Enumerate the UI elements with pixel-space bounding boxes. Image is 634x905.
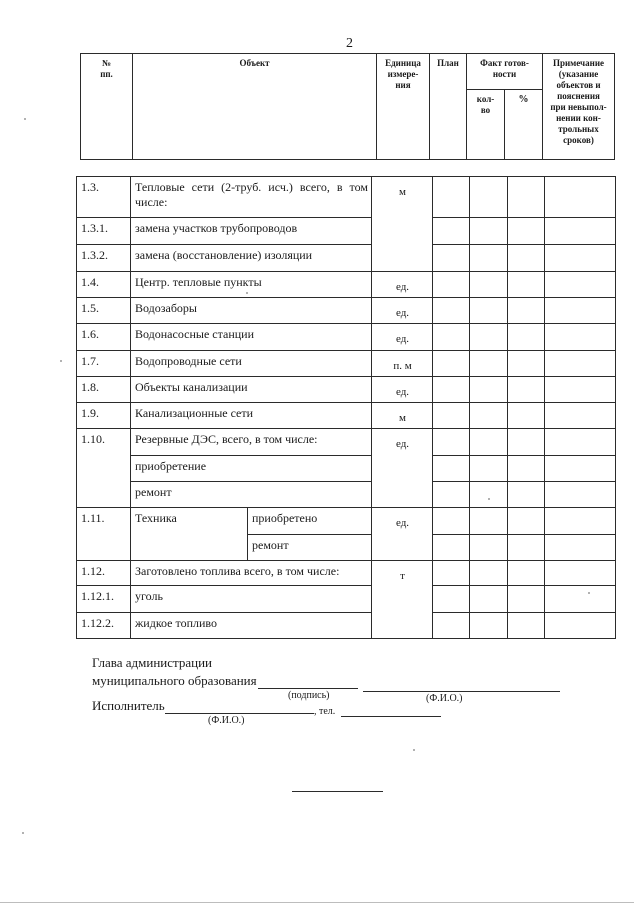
row-num: 1.10. xyxy=(77,429,131,508)
table-row xyxy=(77,298,616,324)
note-cell[interactable] xyxy=(545,351,616,377)
scan-speck xyxy=(24,118,26,120)
plan-cell[interactable] xyxy=(433,177,470,218)
fact-qty-cell[interactable] xyxy=(470,535,508,561)
fact-pct-cell[interactable] xyxy=(508,272,545,298)
fact-qty-cell[interactable] xyxy=(470,245,508,272)
tel-line[interactable] xyxy=(341,716,441,717)
plan-cell[interactable] xyxy=(433,403,470,429)
fact-qty-cell[interactable] xyxy=(470,298,508,324)
row-name: Водопроводные сети xyxy=(131,351,372,377)
note-cell[interactable] xyxy=(545,272,616,298)
note-cell[interactable] xyxy=(545,586,616,613)
row-name: Центр. тепловые пункты xyxy=(131,272,372,298)
note-cell[interactable] xyxy=(545,561,616,586)
row-unit: ед. xyxy=(372,298,433,324)
plan-cell[interactable] xyxy=(433,613,470,639)
row-unit: м xyxy=(372,177,433,272)
head-title-line1: Глава администрации xyxy=(92,655,213,670)
table-row xyxy=(77,177,616,218)
table-row xyxy=(77,272,616,298)
fact-pct-cell[interactable] xyxy=(508,456,545,482)
fact-qty-cell[interactable] xyxy=(470,429,508,456)
row-name: жидкое топливо xyxy=(131,613,372,639)
row-subitem: приобретение xyxy=(131,456,372,482)
row-num: 1.7. xyxy=(77,351,131,377)
plan-cell[interactable] xyxy=(433,298,470,324)
fact-pct-cell[interactable] xyxy=(508,298,545,324)
table-row xyxy=(77,561,616,586)
signature-line[interactable] xyxy=(258,688,358,689)
sheet-edge xyxy=(0,902,634,903)
row-name: Объекты канализации xyxy=(131,377,372,403)
note-cell[interactable] xyxy=(545,298,616,324)
fact-qty-cell[interactable] xyxy=(470,456,508,482)
table-row xyxy=(77,482,616,508)
fact-pct-cell[interactable] xyxy=(508,403,545,429)
header-fact: Факт готов- ности xyxy=(467,54,543,90)
note-cell[interactable] xyxy=(545,377,616,403)
fact-pct-cell[interactable] xyxy=(508,613,545,639)
row-subitem: приобретено xyxy=(248,508,372,535)
row-name: Канализационные сети xyxy=(131,403,372,429)
row-num: 1.5. xyxy=(77,298,131,324)
fact-qty-cell[interactable] xyxy=(470,508,508,535)
fact-pct-cell[interactable] xyxy=(508,177,545,218)
header-object: Объект xyxy=(133,54,377,160)
row-num: 1.12.2. xyxy=(77,613,131,639)
fact-qty-cell[interactable] xyxy=(470,482,508,508)
fact-qty-cell[interactable] xyxy=(470,272,508,298)
tel-label: , тел. xyxy=(314,706,336,717)
fact-qty-cell[interactable] xyxy=(470,586,508,613)
plan-cell[interactable] xyxy=(433,351,470,377)
row-unit: ед. xyxy=(372,272,433,298)
row-num: 1.9. xyxy=(77,403,131,429)
table-row xyxy=(77,456,616,482)
row-name: Тепловые сети (2-труб. исч.) всего, в том числе: xyxy=(131,177,372,218)
object-table xyxy=(76,176,616,639)
row-name: Техника xyxy=(131,508,248,561)
table-row xyxy=(77,508,616,535)
plan-cell[interactable] xyxy=(433,272,470,298)
row-unit: ед. xyxy=(372,429,433,508)
caption-fio: (Ф.И.О.) xyxy=(426,693,463,704)
fact-pct-cell[interactable] xyxy=(508,324,545,351)
row-unit: п. м xyxy=(372,351,433,377)
row-num: 1.12. xyxy=(77,561,131,586)
fact-pct-cell[interactable] xyxy=(508,218,545,245)
row-unit: ед. xyxy=(372,377,433,403)
header-fact-pct: % xyxy=(505,90,543,160)
head-title-line2: муниципального образования xyxy=(92,673,257,688)
note-cell[interactable] xyxy=(545,613,616,639)
row-unit: м xyxy=(372,403,433,429)
note-cell[interactable] xyxy=(545,429,616,456)
plan-cell[interactable] xyxy=(433,429,470,456)
fact-pct-cell[interactable] xyxy=(508,508,545,535)
plan-cell[interactable] xyxy=(433,324,470,351)
fact-pct-cell[interactable] xyxy=(508,535,545,561)
fact-pct-cell[interactable] xyxy=(508,377,545,403)
plan-cell[interactable] xyxy=(433,456,470,482)
fact-qty-cell[interactable] xyxy=(470,177,508,218)
head-fio-line[interactable] xyxy=(363,691,560,692)
plan-cell[interactable] xyxy=(433,218,470,245)
note-cell[interactable] xyxy=(545,324,616,351)
note-cell[interactable] xyxy=(545,245,616,272)
plan-cell[interactable] xyxy=(433,508,470,535)
note-cell[interactable] xyxy=(545,508,616,535)
plan-cell[interactable] xyxy=(433,561,470,586)
plan-cell[interactable] xyxy=(433,586,470,613)
fact-qty-cell[interactable] xyxy=(470,218,508,245)
fact-qty-cell[interactable] xyxy=(470,324,508,351)
header-unit: Единица измере- ния xyxy=(377,54,430,160)
note-cell[interactable] xyxy=(545,535,616,561)
fact-qty-cell[interactable] xyxy=(470,561,508,586)
row-name: Резервные ДЭС, всего, в том числе: xyxy=(131,429,372,456)
page-number: 2 xyxy=(346,36,353,51)
table-row xyxy=(77,351,616,377)
fact-pct-cell[interactable] xyxy=(508,561,545,586)
executor-label: Исполнитель xyxy=(92,698,165,713)
note-cell[interactable] xyxy=(545,403,616,429)
note-cell[interactable] xyxy=(545,482,616,508)
plan-cell[interactable] xyxy=(433,245,470,272)
row-num: 1.8. xyxy=(77,377,131,403)
fact-qty-cell[interactable] xyxy=(470,377,508,403)
row-num: 1.3.1. xyxy=(77,218,131,245)
note-cell[interactable] xyxy=(545,218,616,245)
plan-cell[interactable] xyxy=(433,377,470,403)
caption-executor-fio: (Ф.И.О.) xyxy=(208,715,245,726)
table-row xyxy=(77,245,616,272)
fact-qty-cell[interactable] xyxy=(470,351,508,377)
scan-speck xyxy=(22,832,24,834)
table-row xyxy=(77,377,616,403)
fact-qty-cell[interactable] xyxy=(470,403,508,429)
header-fact-qty: кол- во xyxy=(467,90,505,160)
row-unit: ед. xyxy=(372,508,433,561)
fact-pct-cell[interactable] xyxy=(508,351,545,377)
row-subitem: ремонт xyxy=(248,535,372,561)
fact-qty-cell[interactable] xyxy=(470,613,508,639)
header-plan: План xyxy=(430,54,467,160)
row-unit: ед. xyxy=(372,324,433,351)
row-name: Водозаборы xyxy=(131,298,372,324)
scan-speck xyxy=(246,292,248,294)
table-row xyxy=(77,324,616,351)
row-unit: т xyxy=(372,561,433,639)
row-num: 1.4. xyxy=(77,272,131,298)
table-row xyxy=(77,218,616,245)
bottom-rule xyxy=(292,791,383,792)
fact-pct-cell[interactable] xyxy=(508,482,545,508)
fact-pct-cell[interactable] xyxy=(508,586,545,613)
scan-speck xyxy=(60,360,62,362)
scan-speck xyxy=(488,498,490,500)
row-num: 1.3. xyxy=(77,177,131,218)
row-name: замена (восстановление) изоляции xyxy=(131,245,372,272)
note-cell[interactable] xyxy=(545,177,616,218)
row-num: 1.3.2. xyxy=(77,245,131,272)
row-subitem: ремонт xyxy=(131,482,372,508)
executor-fio-line[interactable] xyxy=(165,713,314,714)
plan-cell[interactable] xyxy=(433,482,470,508)
row-name: Водонасосные станции xyxy=(131,324,372,351)
plan-cell[interactable] xyxy=(433,535,470,561)
table-row xyxy=(77,586,616,613)
row-name: уголь xyxy=(131,586,372,613)
note-cell[interactable] xyxy=(545,456,616,482)
table-row xyxy=(77,429,616,456)
fact-pct-cell[interactable] xyxy=(508,429,545,456)
table-row xyxy=(77,613,616,639)
row-name: Заготовлено топлива всего, в том числе: xyxy=(131,561,372,586)
header-table xyxy=(80,53,615,160)
header-note: Примечание (указание объектов и пояснения при невыпол- нении кон- трольных сроков) xyxy=(543,54,615,160)
scan-speck xyxy=(588,592,590,594)
fact-pct-cell[interactable] xyxy=(508,245,545,272)
row-num: 1.11. xyxy=(77,508,131,561)
caption-signature: (подпись) xyxy=(288,690,330,701)
header-num: № пп. xyxy=(81,54,133,160)
row-num: 1.6. xyxy=(77,324,131,351)
row-name: замена участков трубопроводов xyxy=(131,218,372,245)
table-row xyxy=(77,403,616,429)
scan-speck xyxy=(413,749,415,751)
row-num: 1.12.1. xyxy=(77,586,131,613)
